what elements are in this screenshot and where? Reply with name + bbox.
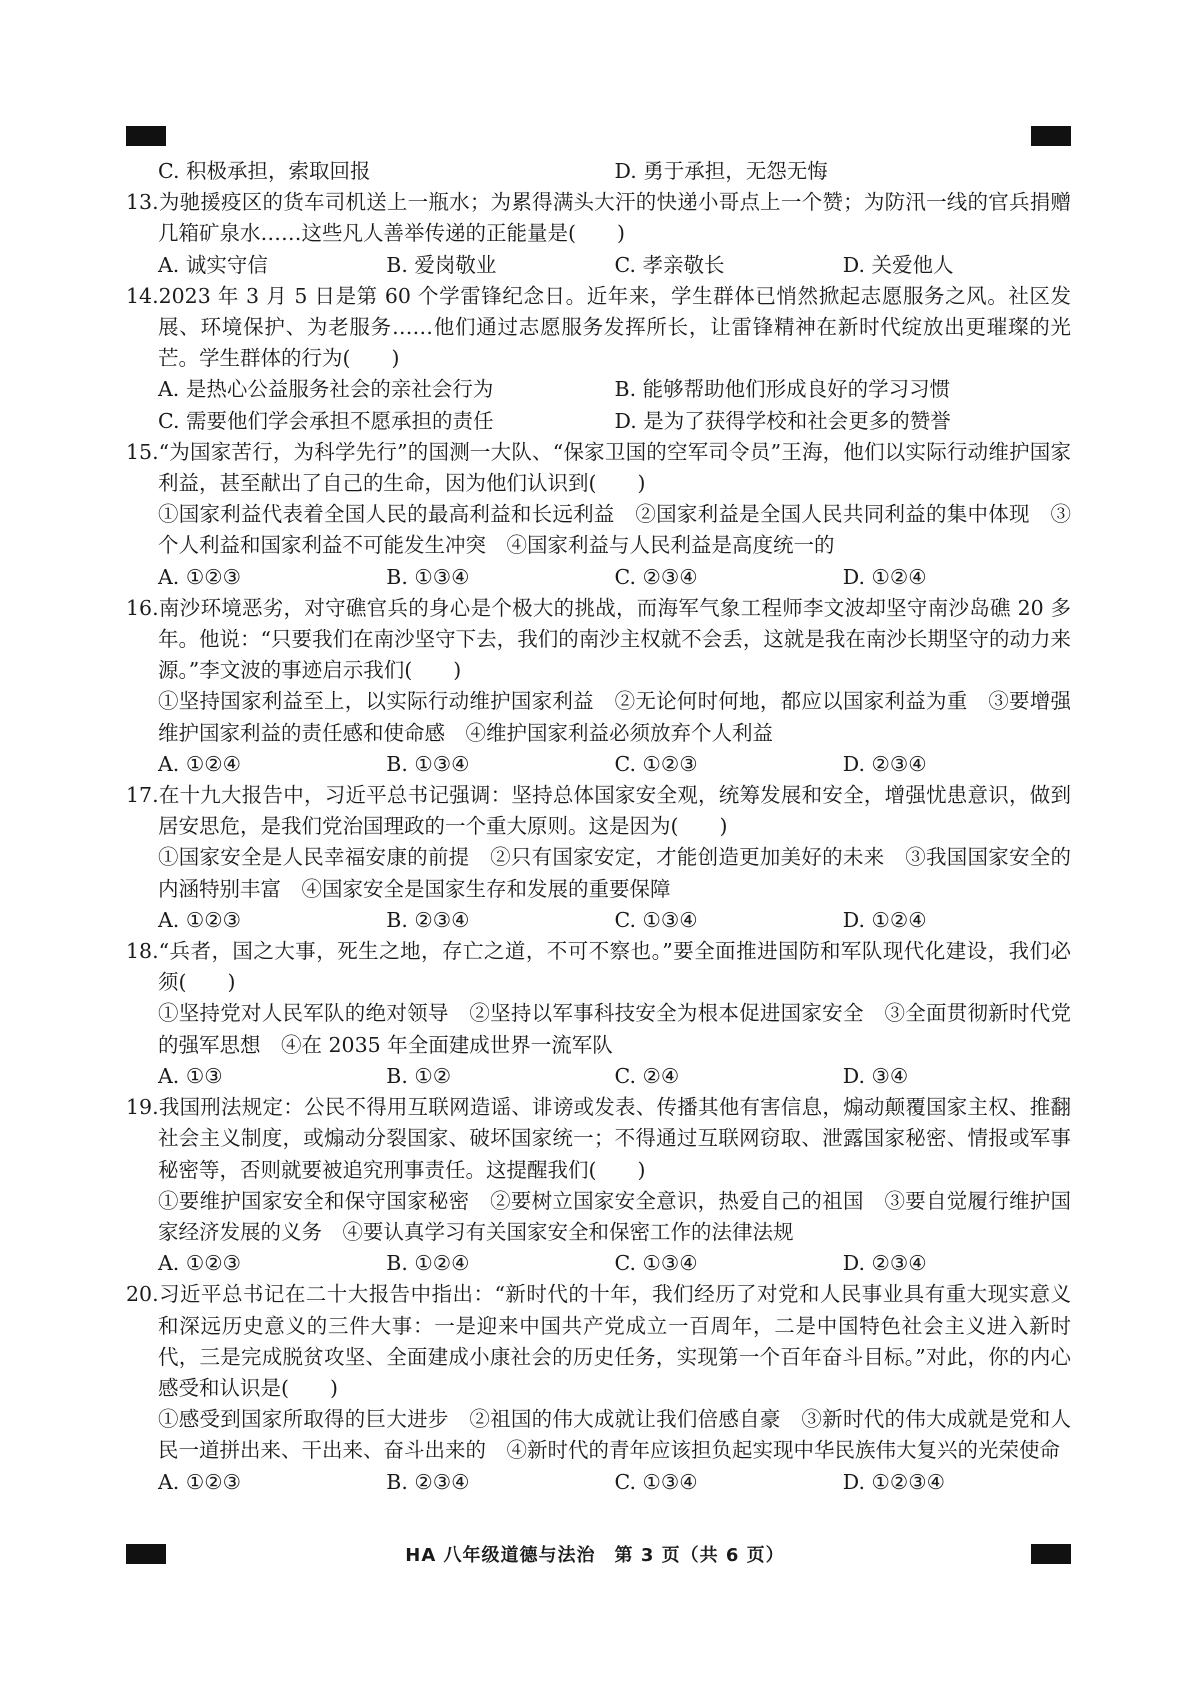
option-b: B. 爱岗敬业: [386, 252, 497, 277]
registration-mark-top-left: [126, 126, 166, 146]
option-row: [126, 1467, 1071, 1498]
option-c: C. ①③④: [614, 907, 698, 932]
question-statements: ①国家利益代表着全国人民的最高利益和长远利益 ②国家利益是全国人民共同利益的集中体现 ③个人利益和国家利益不可能发生冲突 ④国家利益与人民利益是高度统一的: [158, 502, 1071, 558]
question-stem: 17.在十九大报告中，习近平总书记强调：坚持总体国家安全观，统筹发展和安全，增强忧患意识，做到居安思危，是我们党治国理政的一个重大原则。这是因为( ): [126, 783, 1071, 839]
option-row: [126, 562, 1071, 593]
option-d: D. ②③④: [842, 1251, 927, 1276]
question-list: [126, 187, 1071, 1498]
option-c: C. 需要他们学会承担不愿承担的责任: [158, 408, 494, 433]
option-row: [126, 1248, 1071, 1279]
question-statements: ①要维护国家安全和保守国家秘密 ②要树立国家安全意识，热爱自己的祖国 ③要自觉履行维护国家经济发展的义务 ④要认真学习有关国家安全和保密工作的法律法规: [158, 1188, 1071, 1244]
option-b: B. ②③④: [386, 1469, 470, 1494]
option-c: C. ②④: [614, 1063, 680, 1088]
option-b: B. ①③④: [386, 751, 470, 776]
option-d: D. 是为了获得学校和社会更多的赞誉: [614, 408, 951, 433]
option-row: [126, 406, 1071, 437]
question-20: [126, 1279, 1071, 1497]
option-d: D. 关爱他人: [842, 252, 954, 277]
option-b: B. 能够帮助他们形成良好的学习习惯: [614, 377, 951, 402]
option-c: C. ①②③: [614, 751, 698, 776]
option-b: B. ①③④: [386, 564, 470, 589]
option-c: C. ①③④: [614, 1251, 698, 1276]
option-row: [126, 749, 1071, 780]
option-row: [126, 905, 1071, 936]
page-footer: HA 八年级道德与法治 第 3 页（共 6 页）: [405, 1545, 785, 1566]
option-b: B. ①②④: [386, 1251, 470, 1276]
option-a: A. ①③: [158, 1063, 223, 1088]
exam-content: [126, 156, 1071, 1498]
option-row: [126, 1061, 1071, 1092]
option-a: A. ①②④: [158, 751, 241, 776]
question-13: [126, 187, 1071, 281]
option-d: D. ①②④: [842, 564, 927, 589]
option-c: C. ②③④: [614, 564, 698, 589]
option-a: A. 是热心公益服务社会的亲社会行为: [158, 377, 494, 402]
question-statements: ①感受到国家所取得的巨大进步 ②祖国的伟大成就让我们倍感自豪 ③新时代的伟大成就是党和人民一道拼出来、干出来、奋斗出来的 ④新时代的青年应该担负起实现中华民族伟大复兴的光荣使命: [158, 1407, 1071, 1463]
question-stem: 19.我国刑法规定：公民不得用互联网造谣、诽谤或发表、传播其他有害信息，煽动颠覆国家主权、推翻社会主义制度，或煽动分裂国家、破坏国家统一；不得通过互联网窃取、泄露国家秘密、情报或军事秘密等，否则就要被追究刑事责任。这提醒我们( ): [126, 1095, 1071, 1182]
question-statements: ①坚持党对人民军队的绝对领导 ②坚持以军事科技安全为根本促进国家安全 ③全面贯彻新时代党的强军思想 ④在 2035 年全面建成世界一流军队: [158, 1001, 1071, 1057]
option-a: A. ①②③: [158, 1251, 241, 1276]
question-stem: 15.“为国家苦行，为科学先行”的国测一大队、“保家卫国的空军司令员”王海，他们以实际行动维护国家利益，甚至献出了自己的生命，因为他们认识到( ): [126, 439, 1071, 496]
question-stem: 16.南沙环境恶劣，对守礁官兵的身心是个极大的挑战，而海军气象工程师李文波却坚守南沙岛礁 20 多年。他说：“只要我们在南沙坚守下去，我们的南沙主权就不会丢，这就是我在南沙长期坚守的动力来源。”李文波的事迹启示我们( ): [126, 595, 1071, 683]
question-15: [126, 437, 1071, 593]
option-b: B. ②③④: [386, 907, 470, 932]
question-stem: 20.习近平总书记在二十大报告中指出：“新时代的十年，我们经历了对党和人民事业具有重大现实意义和深远历史意义的三件大事：一是迎来中国共产党成立一百周年，二是中国特色社会主义进入新时代，三是完成脱贫攻坚、全面建成小康社会的历史任务，实现第一个百年奋斗目标。”对此，你的内心感受和认识是( ): [126, 1282, 1071, 1400]
option-a: A. ①②③: [158, 907, 241, 932]
q12-option-c: C. 积极承担，索取回报: [158, 159, 371, 183]
option-c: C. ①③④: [614, 1469, 698, 1494]
question-16: [126, 593, 1071, 780]
question-stem: 14.2023 年 3 月 5 日是第 60 个学雷锋纪念日。近年来，学生群体已悄然掀起志愿服务之风。社区发展、环境保护、为老服务……他们通过志愿服务发挥所长，让雷锋精神在新时代绽放出更璀璨的光芒。学生群体的行为( ): [126, 283, 1071, 371]
question-statements: ①国家安全是人民幸福安康的前提 ②只有国家安定，才能创造更加美好的未来 ③我国国家安全的内涵特别丰富 ④国家安全是国家生存和发展的重要保障: [158, 845, 1071, 901]
q12-options-row: [126, 156, 1071, 187]
question-18: [126, 936, 1071, 1092]
option-b: B. ①②: [386, 1063, 452, 1088]
option-a: A. ①②③: [158, 564, 241, 589]
option-row: [126, 250, 1071, 281]
option-c: C. 孝亲敬长: [614, 252, 725, 277]
option-a: A. 诚实守信: [158, 252, 268, 277]
option-row: [126, 374, 1071, 405]
question-19: [126, 1092, 1071, 1279]
option-d: D. ②③④: [842, 751, 927, 776]
option-d: D. ①②③④: [842, 1469, 945, 1494]
q12-option-d: D. 勇于承担，无怨无悔: [614, 159, 828, 183]
question-statements: ①坚持国家利益至上，以实际行动维护国家利益 ②无论何时何地，都应以国家利益为重 ③要增强维护国家利益的责任感和使命感 ④维护国家利益必须放弃个人利益: [158, 689, 1071, 745]
option-d: D. ①②④: [842, 907, 927, 932]
registration-mark-top-right: [1031, 126, 1071, 146]
question-14: [126, 281, 1071, 437]
question-stem: 18.“兵者，国之大事，死生之地，存亡之道，不可不察也。”要全面推进国防和军队现代化建设，我们必须( ): [126, 939, 1071, 995]
option-d: D. ③④: [842, 1063, 909, 1088]
question-17: [126, 780, 1071, 936]
option-a: A. ①②③: [158, 1469, 241, 1494]
question-stem: 13.为驰援疫区的货车司机送上一瓶水；为累得满头大汗的快递小哥点上一个赞；为防汛一线的官兵捐赠几箱矿泉水……这些凡人善举传递的正能量是( ): [126, 190, 1071, 246]
